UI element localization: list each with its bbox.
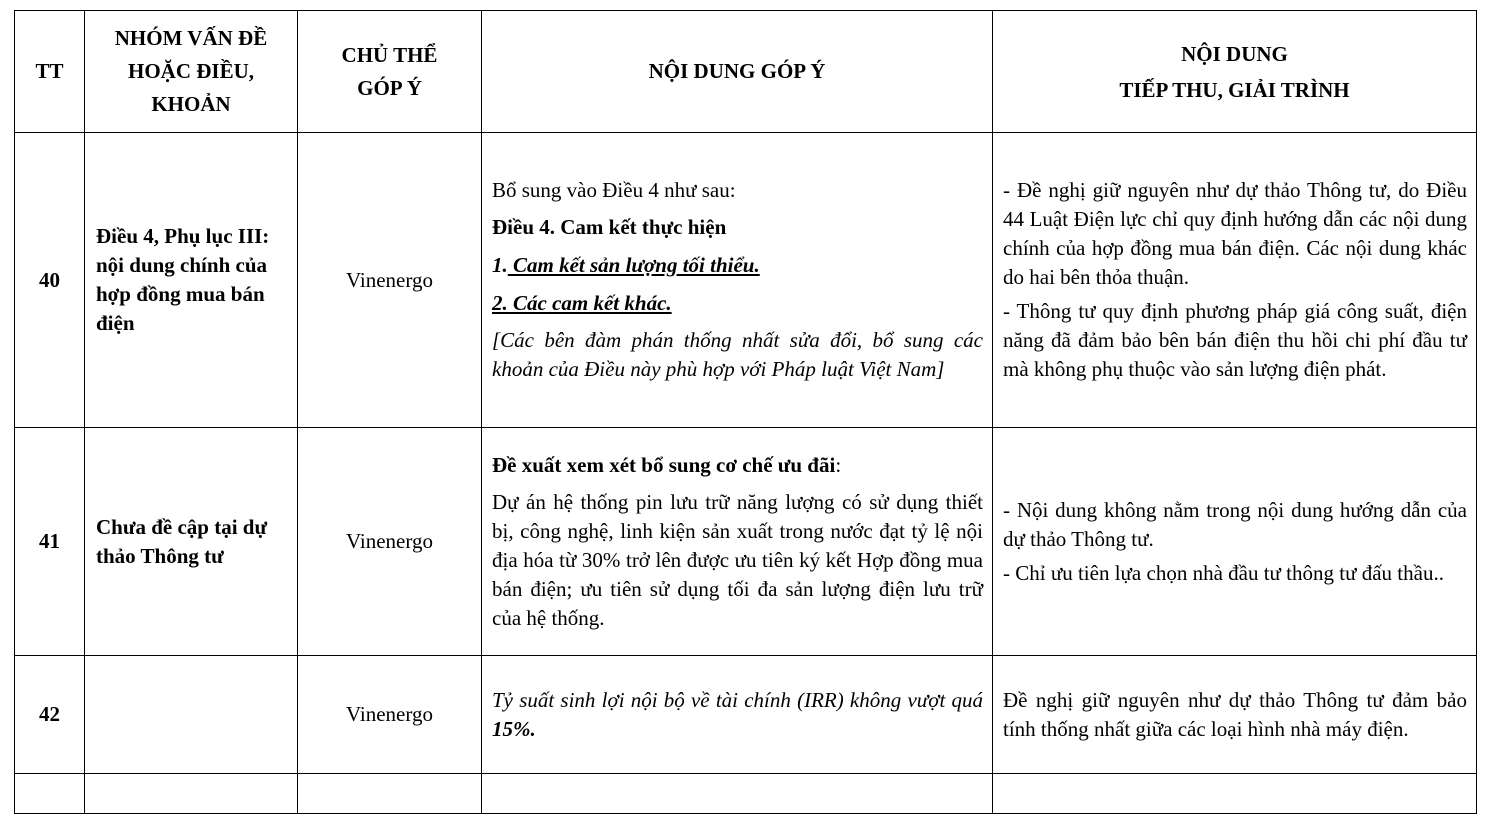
header-response-line1: NỘI DUNG — [1181, 41, 1288, 66]
table-row — [15, 428, 1477, 656]
response-paragraph: - Chỉ ưu tiên lựa chọn nhà đầu tư thông tư đấu thầu.. — [1003, 560, 1444, 585]
content-heading-suffix: : — [835, 452, 842, 477]
response-paragraph: - Thông tư quy định phương pháp giá công suất, điện năng đã đảm bảo bên bán điện thu hồi chi phí đầu tư mà không phụ thuộc vào sản lượng điện phát. — [1003, 299, 1467, 381]
content-item-1-number: 1. — [492, 253, 508, 277]
content-heading: Điều 4. Cam kết thực hiện — [492, 215, 727, 239]
content-text-bold: 15%. — [492, 716, 536, 741]
row-subject: Vinenergo — [298, 656, 482, 774]
header-tt: TT — [15, 11, 85, 133]
table-row — [15, 133, 1477, 428]
row-subject: Vinenergo — [298, 428, 482, 656]
empty-cell — [85, 774, 298, 814]
header-content: NỘI DUNG GÓP Ý — [482, 11, 993, 133]
table-row — [15, 656, 1477, 774]
table-row-partial — [15, 774, 1477, 814]
row-group: Chưa đề cập tại dự thảo Thông tư — [85, 428, 298, 656]
row-group: Điều 4, Phụ lục III: nội dung chính của hợp đồng mua bán điện — [85, 133, 298, 428]
response-paragraph: - Đề nghị giữ nguyên như dự thảo Thông tư, do Điều 44 Luật Điện lực chỉ quy định hướng dẫn các nội dung chính của hợp đồng mua bán điện. Các nội dung khác do hai bên thỏa thuận. — [1003, 178, 1467, 289]
response-paragraph: Đề nghị giữ nguyên như dự thảo Thông tư đảm bảo tính thống nhất giữa các loại hình nhà máy điện. — [1003, 687, 1467, 741]
content-item-1 — [492, 251, 983, 280]
comments-table — [14, 10, 1477, 814]
content-text-main: Tỷ suất sinh lợi nội bộ về tài chính (IRR) không vượt quá — [492, 687, 983, 712]
row-response — [993, 428, 1477, 656]
row-content — [482, 428, 993, 656]
empty-cell — [482, 774, 993, 814]
header-response-line2: TIẾP THU, GIẢI TRÌNH — [1119, 77, 1350, 102]
row-number: 42 — [15, 656, 85, 774]
content-text — [492, 686, 983, 744]
header-subject: CHỦ THỂ GÓP Ý — [298, 11, 482, 133]
response-paragraph: - Nội dung không nằm trong nội dung hướng dẫn của dự thảo Thông tư. — [1003, 497, 1467, 551]
header-row — [15, 11, 1477, 133]
row-group — [85, 656, 298, 774]
row-subject: Vinenergo — [298, 133, 482, 428]
header-response — [993, 11, 1477, 133]
row-content — [482, 133, 993, 428]
row-content — [482, 656, 993, 774]
empty-cell — [15, 774, 85, 814]
content-intro: Bổ sung vào Điều 4 như sau: — [492, 178, 736, 202]
content-heading — [492, 451, 983, 480]
empty-cell — [993, 774, 1477, 814]
header-group: NHÓM VẤN ĐỀ HOẶC ĐIỀU, KHOẢN — [85, 11, 298, 133]
empty-cell — [298, 774, 482, 814]
content-item-1-text: Cam kết sản lượng tối thiểu. — [507, 253, 760, 277]
row-response — [993, 133, 1477, 428]
content-note: [Các bên đàm phán thống nhất sửa đổi, bổ sung các khoản của Điều này phù hợp với Pháp luật Việt Nam] — [492, 328, 983, 381]
content-item-2: 2. Các cam kết khác. — [492, 291, 672, 315]
row-response — [993, 656, 1477, 774]
content-body: Dự án hệ thống pin lưu trữ năng lượng có sử dụng thiết bị, công nghệ, linh kiện sản xuất trong nước đạt tỷ lệ nội địa hóa từ 30% trở lên được ưu tiên ký kết Hợp đồng mua bán điện; ưu tiên sử dụng tối đa sản lượng điện lưu trữ của hệ thống. — [492, 489, 983, 630]
row-number: 41 — [15, 428, 85, 656]
row-number: 40 — [15, 133, 85, 428]
content-heading-text: Đề xuất xem xét bổ sung cơ chế ưu đãi — [492, 452, 836, 477]
